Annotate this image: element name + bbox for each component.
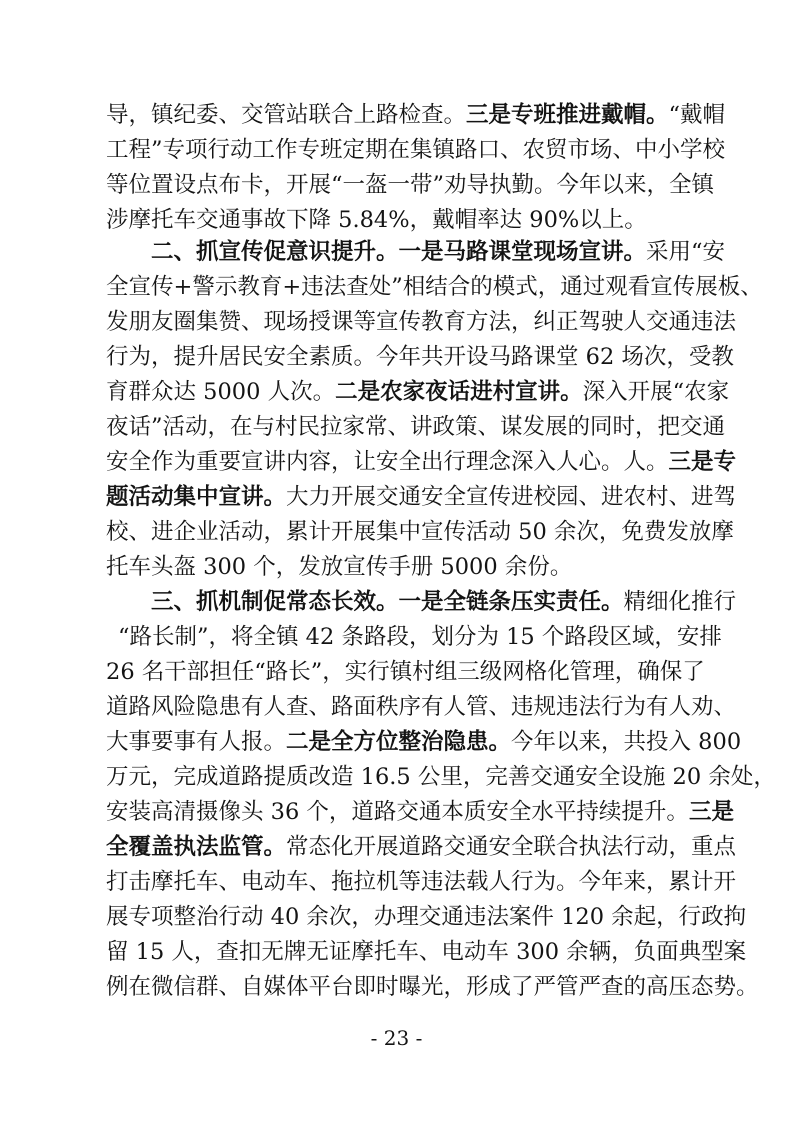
text-run: 涉摩托车交通事故下降 5.84%，戴帽率达 90%以上。 bbox=[106, 207, 647, 233]
text-run: 夜话”活动，在与村民拉家常、讲政策、谋发展的同时，把交通 bbox=[106, 414, 726, 440]
text-run: “戴帽 bbox=[668, 102, 726, 128]
text-line bbox=[106, 376, 730, 408]
text-run: 导，镇纪委、交管站联合上路检查。 bbox=[106, 102, 467, 128]
bold-text-run: 二是全方位整治隐患。 bbox=[286, 729, 512, 755]
text-run: 安全作为重要宣讲内容，让安全出行理念深入人心。人。 bbox=[106, 449, 669, 475]
text-run: 留 15 人，查扣无牌无证摩托车、电动车 300 余辆，负面典型案 bbox=[106, 939, 747, 965]
bold-text-run: 一是全链条压实责任。 bbox=[398, 589, 624, 615]
bold-text-run: 二、抓宣传促意识提升。 bbox=[151, 239, 399, 265]
text-run: 全宣传+警示教育+违法查处”相结合的模式，通过观看宣传展板、 bbox=[106, 274, 763, 300]
text-line bbox=[106, 761, 776, 793]
text-line bbox=[106, 901, 747, 933]
page-number: - 23 - bbox=[370, 1026, 423, 1050]
text-line bbox=[106, 971, 759, 1003]
text-run: 万元，完成道路提质改造 16.5 公里，完善交通安全设施 20 余处， bbox=[106, 764, 776, 790]
text-run: 等位置设点布卡，开展“一盔一带”劝导执勤。今年以来，全镇 bbox=[106, 172, 715, 198]
text-line bbox=[106, 516, 734, 548]
text-run: 深入开展“农家 bbox=[582, 379, 730, 405]
text-line bbox=[106, 726, 742, 758]
text-run: 打击摩托车、电动车、拖拉机等违法载人行为。今年来，累计开 bbox=[106, 869, 737, 895]
text-line bbox=[106, 831, 737, 863]
text-line bbox=[106, 134, 726, 166]
bold-text-run: 三是专 bbox=[668, 449, 737, 475]
text-run: 例在微信群、自媒体平台即时曝光，形成了严管严查的高压态势。 bbox=[106, 974, 759, 1000]
text-run: 安装高清摄像头 36 个，道路交通本质安全水平持续提升。 bbox=[106, 799, 689, 825]
text-run: “路长制”，将全镇 42 条路段，划分为 15 个路段区域，安排 bbox=[118, 624, 722, 650]
text-run: 道路风险隐患有人查、路面秩序有人管、违规违法行为有人劝、 bbox=[106, 694, 737, 720]
text-run: 发朋友圈集赞、现场授课等宣传教育方法，纠正驾驶人交通违法 bbox=[106, 309, 737, 335]
text-line bbox=[106, 306, 737, 338]
bold-text-run: 三是专班推进戴帽。 bbox=[466, 102, 669, 128]
bold-text-run: 三、抓机制促常态长效。 bbox=[151, 589, 399, 615]
text-line bbox=[106, 481, 737, 513]
text-run: 育群众达 5000 人次。 bbox=[106, 379, 336, 405]
text-run: 精细化推行 bbox=[623, 589, 737, 615]
text-run: 工程”专项行动工作专班定期在集镇路口、农贸市场、中小学校 bbox=[106, 137, 726, 163]
text-run: 大力开展交通安全宣传进校园、进农村、进驾 bbox=[286, 484, 737, 510]
text-line bbox=[106, 271, 763, 303]
text-line bbox=[118, 621, 722, 653]
text-run: 展专项整治行动 40 余次，办理交通违法案件 120 余起，行政拘 bbox=[106, 904, 747, 930]
bold-text-run: 二是农家夜话进村宣讲。 bbox=[335, 379, 583, 405]
text-line bbox=[106, 411, 726, 443]
text-run: 常态化开展道路交通安全联合执法行动，重点 bbox=[286, 834, 737, 860]
text-line bbox=[106, 691, 737, 723]
text-line bbox=[151, 586, 737, 618]
text-run: 今年以来，共投入 800 bbox=[511, 729, 742, 755]
text-run: 校、进企业活动，累计开展集中宣传活动 50 余次，免费发放摩 bbox=[106, 519, 734, 545]
text-line bbox=[106, 551, 694, 583]
text-line bbox=[151, 236, 726, 268]
text-line bbox=[106, 796, 734, 828]
text-line bbox=[106, 446, 737, 478]
text-run: 26 名干部担任“路长”，实行镇村组三级网格化管理，确保了 bbox=[106, 659, 705, 685]
text-line bbox=[106, 169, 715, 201]
text-line bbox=[106, 341, 734, 373]
text-run: 大事要事有人报。 bbox=[106, 729, 287, 755]
bold-text-run: 三是 bbox=[688, 799, 734, 825]
text-line bbox=[106, 866, 737, 898]
text-line bbox=[106, 936, 747, 968]
bold-text-run: 全覆盖执法监管。 bbox=[106, 834, 287, 860]
bold-text-run: 题活动集中宣讲。 bbox=[106, 484, 287, 510]
text-line bbox=[106, 99, 726, 131]
bold-text-run: 一是马路课堂现场宣讲。 bbox=[398, 239, 647, 265]
text-line bbox=[106, 656, 705, 688]
text-line bbox=[106, 204, 694, 236]
text-run: 采用“安 bbox=[646, 239, 726, 265]
text-run: 行为，提升居民安全素质。今年共开设马路课堂 62 场次，受教 bbox=[106, 344, 734, 370]
text-run: 托车头盔 300 个，发放宣传手册 5000 余份。 bbox=[106, 554, 573, 580]
